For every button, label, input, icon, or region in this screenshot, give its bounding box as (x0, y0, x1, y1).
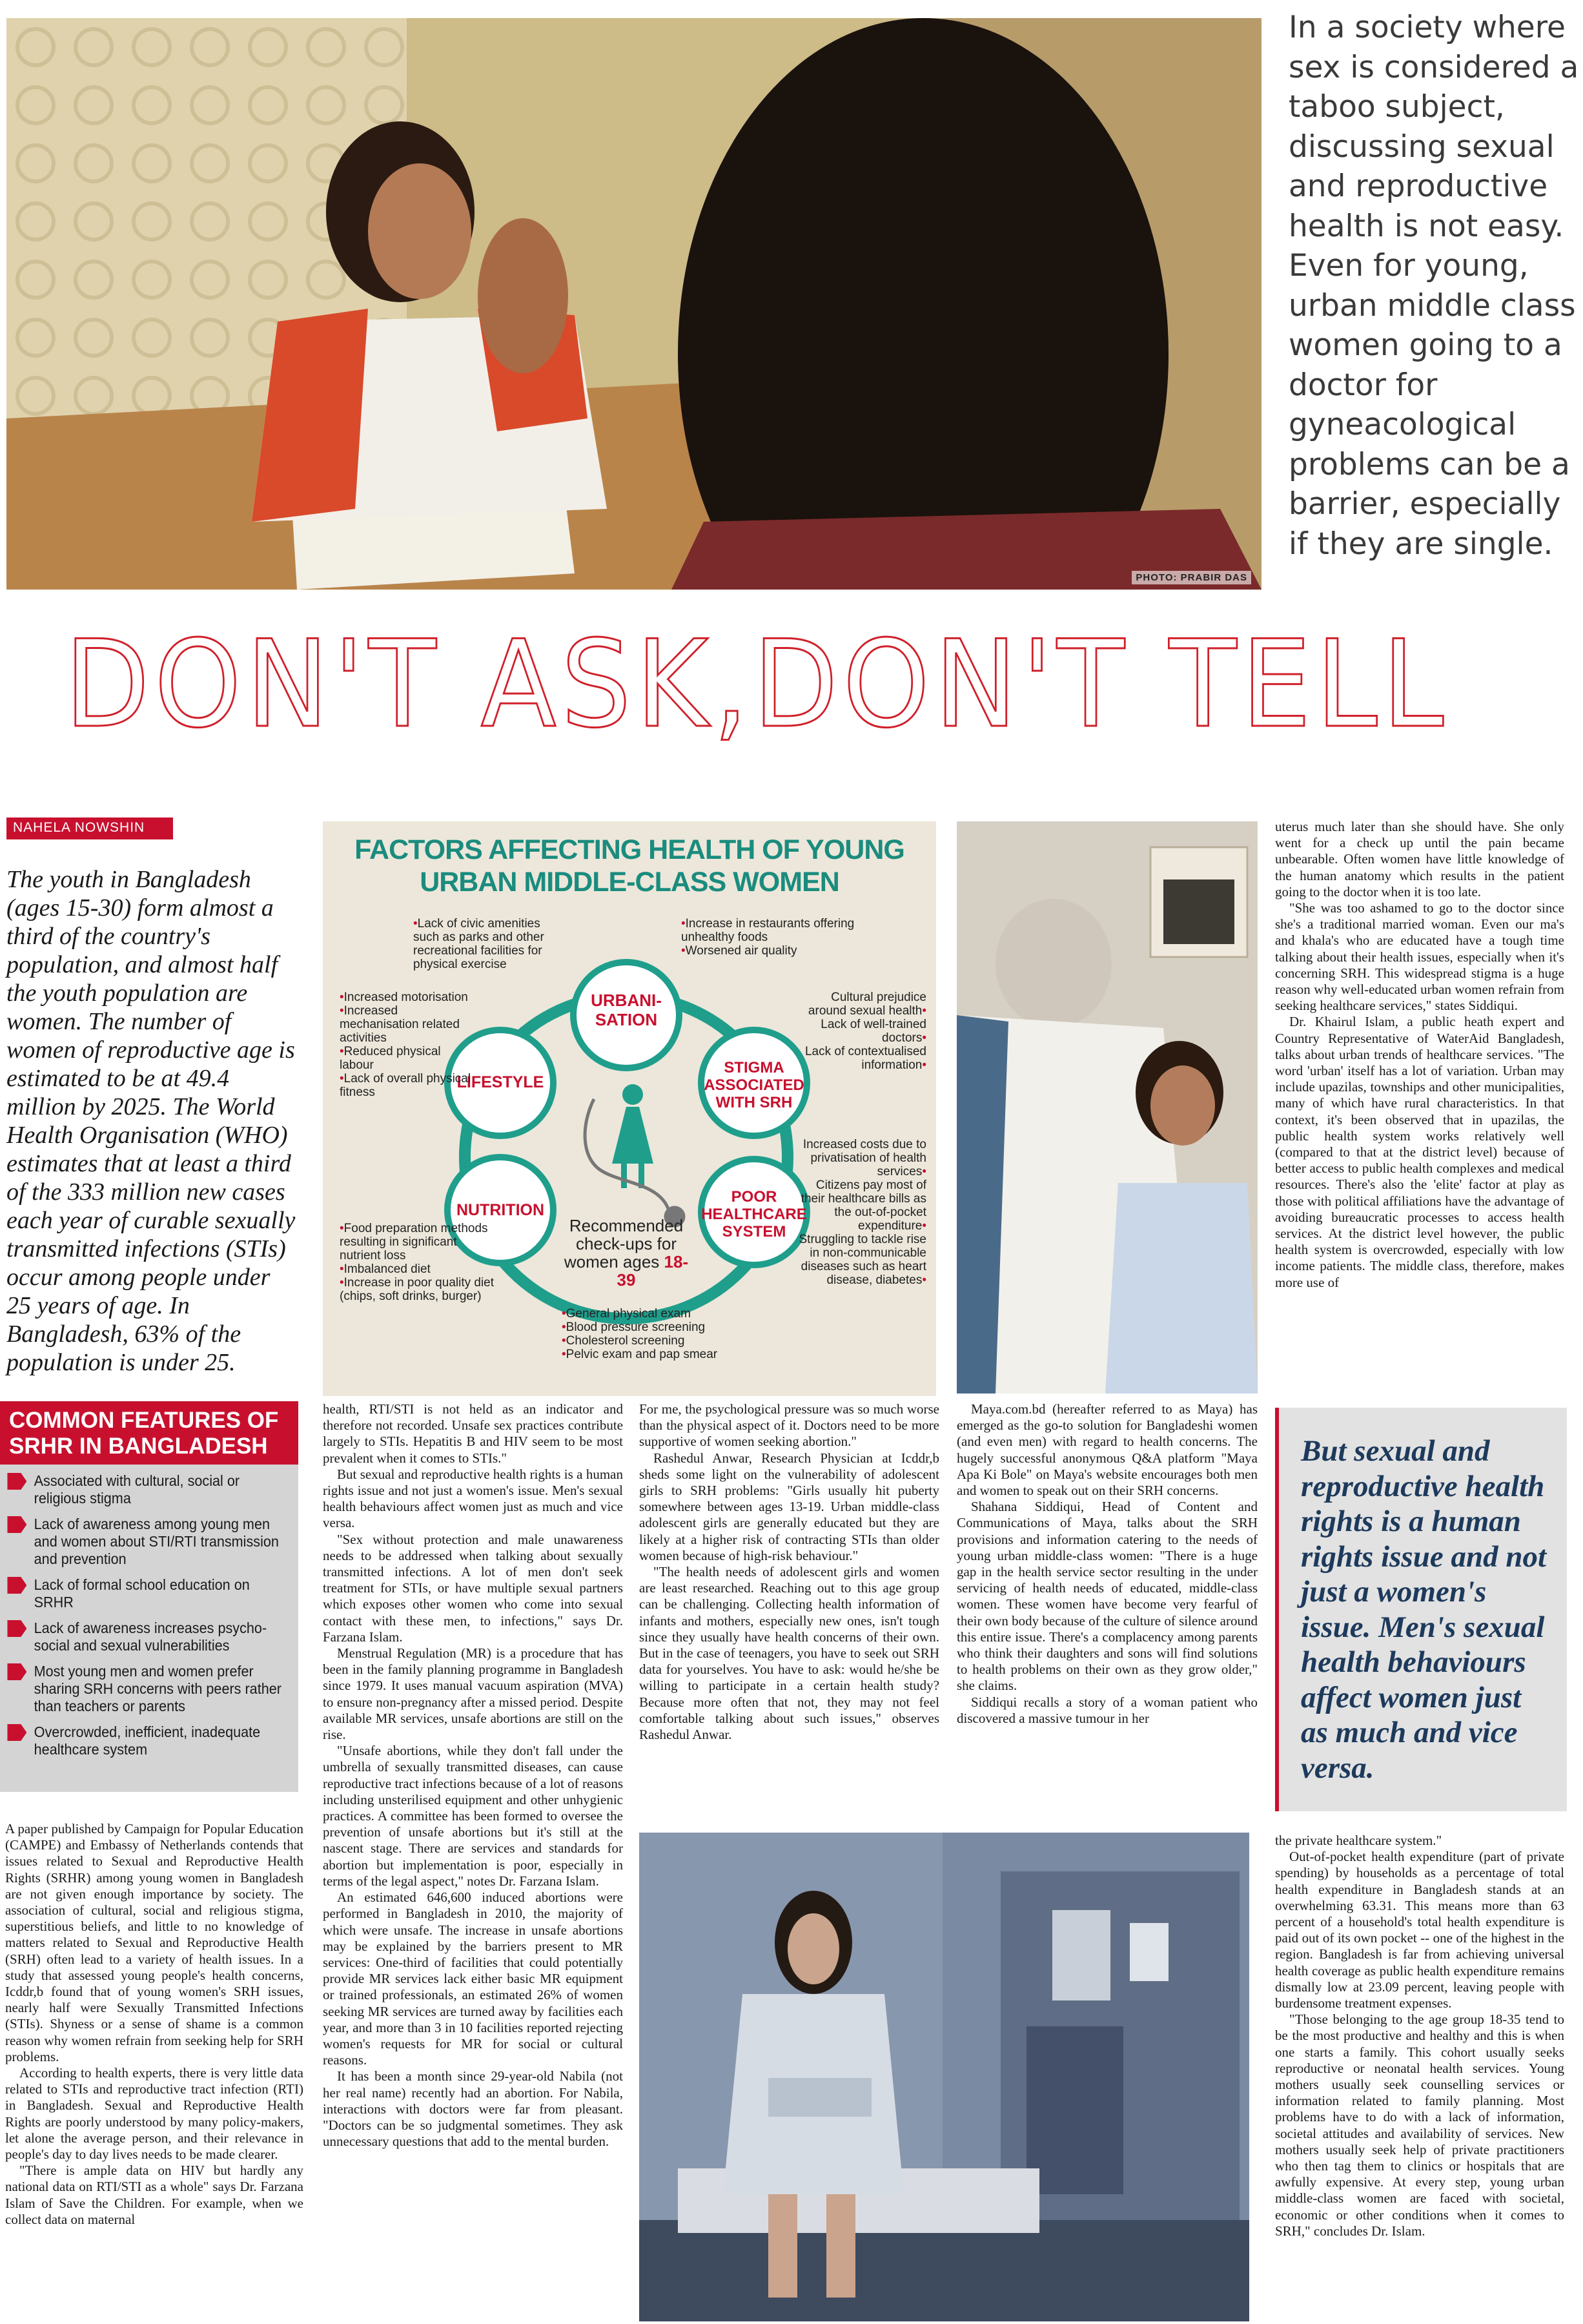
list-item: •Reduced physical labour (340, 1045, 441, 1072)
photo-illustration (6, 18, 1261, 590)
red-bullet-icon (7, 1577, 26, 1594)
paragraph: Menstrual Regulation (MR) is a procedure that has been in the family planning programme in Bangladesh since 1979. It uses manual vacuum aspiration (MVA) to ensure non-pregnancy after a missed period. Despite available MR services, unsafe abortions are still on the rise. (323, 1645, 623, 1743)
list-item: •Increase in restaurants offering unhealthy foods (681, 917, 855, 944)
paragraph: "Unsafe abortions, while they don't fall under the umbrella of sexually transmitted diseases, can cause reproductive tract infections because of a lot of reasons including unsterilised equipment and other unhygienic practices. A committee has been formed to oversee the prevention of unsafe abortions but it's still at the nascent stage. There are services and standards for abortion but implementation is poor, especially in terms of the legal aspect," notes Dr. Farzana Islam. (323, 1743, 623, 1889)
red-bullet-icon (7, 1663, 26, 1680)
paragraph: An estimated 646,600 induced abortions were performed in Bangladesh in 2010, the majority of which were unsafe. The increase in unsafe abortions may be explained by the barriers present to MR services: One-third of facilities that could potentially provide MR services lack either basic MR equipment or trained professionals, an estimated 26% of women seeking MR services are turned away by facilities each year, and more than 3 in 10 facilities reported rejecting women's requests for MR for social or cultural reasons. (323, 1889, 623, 2068)
byline: NAHELA NOWSHIN (13, 820, 145, 835)
list-item: •Lack of overall physical fitness (340, 1072, 471, 1099)
intro-paragraph: The youth in Bangladesh (ages 15-30) form almost a third of the country's population, and almost half the youth population are women. The number of women of reproductive age is estimated to be at 49.4 million by 2025. The World Health Organisation (WHO) estimates that at least a third of the 333 million new cases each year of curable sexually transmitted infections (STIs) occur among people under 25 years of age. In Bangladesh, 63% of the population is under 25. (6, 866, 296, 1376)
urbanisation-label: URBANI- SATION (591, 991, 662, 1029)
patient-in-gown-photo (639, 1833, 1249, 2321)
sidebar-item: Lack of awareness increases psycho-social and sexual vulnerabilities (7, 1620, 285, 1654)
byline-bar (6, 818, 173, 839)
list-item: •General physical exam (562, 1307, 691, 1321)
sidebar-title: COMMON FEATURES OF SRHR IN BANGLADESH (0, 1401, 298, 1465)
column-5-bottom (1275, 1833, 1564, 2321)
pull-quote: But sexual and reproductive health rights is a human rights issue and not just a women's issue. Men's sexual health behaviours affect women just as much and vice versa. (1301, 1434, 1547, 1785)
list-item: Lack of contextualised information• (804, 1045, 926, 1072)
paragraph: "There is ample data on HIV but hardly any national data on RTI/STI as a whole" says Dr. Farzana Islam of Save the Children. For example, when we collect data on maternal (5, 2163, 303, 2227)
column-1 (5, 1821, 303, 2321)
poor-system-list (797, 1138, 926, 1287)
list-item: •Cholesterol screening (562, 1334, 685, 1348)
infographic-title-line1: FACTORS AFFECTING HEALTH OF YOUNG (354, 834, 904, 865)
list-item: •Blood pressure screening (562, 1321, 706, 1334)
red-bullet-icon (7, 1516, 26, 1533)
list-item: •Worsened air quality (681, 944, 797, 958)
photo-illustration (957, 821, 1258, 1393)
urbanisation-left-list (413, 917, 568, 971)
headline: DON'T ASK,DON'T TELL (65, 614, 1449, 754)
srhr-sidebar (0, 1401, 298, 1792)
woman-icon (612, 1084, 653, 1188)
paragraph: uterus much later than she should have. She only went for a check up until the pain became unbearable. Often women have little knowledge of the human anatomy which results in the patient going to the doctor when it is too late. (1275, 819, 1564, 900)
list-item: •Imbalanced diet (340, 1262, 431, 1276)
lifestyle-label: LIFESTYLE (456, 1073, 544, 1091)
paragraph: Siddiqui recalls a story of a woman patient who discovered a massive tumour in her (957, 1694, 1258, 1726)
paragraph: health, RTI/STI is not held as an indicator and therefore not recorded. Unsafe sex practices contribute largely to STIs. Hepatitis B and HIV seem to be most prevalent when it comes to STIs." (323, 1401, 623, 1466)
list-item: •Increased motorisation (340, 991, 468, 1004)
photo-illustration (639, 1833, 1249, 2321)
list-item: •Food preparation methods resulting in significant nutrient loss (340, 1222, 488, 1262)
paragraph: Dr. Khairul Islam, a public heath expert and Country Representative of WaterAid Bangladesh, talks about urban trends of healthcare services. "The word 'urban' itself has a lot of variation. Urban may include upazilas, townships and other municipalities, many of which have rural characteristics. In that context, it's been observed that in upazilas, the public health system works relatively well (compared to that at the district level) because of better access to public health complexes and medical resources. There's also the 'elite' factor at play as those with political affiliations have the advantage of avoiding bureaucratic processes to access health services. At the district level however, the public health system is overcrowded, especially with low income patients. The middle class, therefore, makes more use of (1275, 1014, 1564, 1290)
doctor-consultation-photo (6, 18, 1261, 590)
column-5-top (1275, 819, 1564, 1400)
column-3 (639, 1401, 939, 1821)
sidebar-item: Lack of awareness among young men and women about STI/RTI transmission and prevention (7, 1516, 285, 1568)
sidebar-item: Lack of formal school education on SRHR (7, 1576, 285, 1611)
column-2 (323, 1401, 623, 2321)
stigma-label: STIGMA ASSOCIATED WITH SRH (704, 1059, 804, 1111)
paragraph: "Those belonging to the age group 18-35 tend to be the most productive and healthy and this is when one starts a family. This cohort usually seeks reproductive or neonatal health services. Young mothers usually seek counselling services or information related to family planning. Most problems have to do with a lack of information, societal attitudes and availability of services. New mothers usually seek help of private practitioners who then tag them to clinics or hospitals that are awfully expensive. At every step, young urban middle-class women are faced with societal, economic or other conditions when it comes to SRH," concludes Dr. Islam. (1275, 2011, 1564, 2239)
nutrition-label: NUTRITION (456, 1201, 545, 1219)
sidebar-item: Most young men and women prefer sharing SRH concerns with peers rather than teachers or parents (7, 1663, 285, 1715)
checkups-label: Recommended check-ups for women ages 18-39 (564, 1216, 689, 1290)
paragraph: But sexual and reproductive health rights is a human rights issue and not just a women's issue. Men's sexual health behaviours affect women just as much and vice versa. (323, 1466, 623, 1531)
list-item: Increased costs due to privatisation of health services• (802, 1138, 926, 1178)
paragraph: the private healthcare system." (1275, 1833, 1442, 1848)
list-item: •Pelvic exam and pap smear (562, 1348, 718, 1361)
list-item: Lack of well-trained doctors• (821, 1018, 926, 1045)
list-item: Citizens pay most of their healthcare bills as the out-of-pocket expenditure• (801, 1178, 926, 1233)
photo-credit: PHOTO: PRABIR DAS (1132, 571, 1251, 584)
stigma-list (797, 991, 926, 1072)
list-item: Cultural prejudice around sexual health• (808, 991, 926, 1018)
paragraph: For me, the psychological pressure was so much worse than the physical aspect of it. Doctors need to be more supportive of women seeking abortion." (639, 1401, 939, 1450)
sidebar-item: Associated with cultural, social or religious stigma (7, 1472, 285, 1507)
list-item: Struggling to tackle rise in non-communicable diseases such as heart disease, diabetes• (799, 1233, 926, 1287)
poor-system-label: POOR HEALTHCARE SYSTEM (701, 1188, 807, 1240)
sidebar-list (0, 1465, 291, 1758)
sidebar-item: Overcrowded, inefficient, inadequate healthcare system (7, 1723, 285, 1758)
lifestyle-list (340, 991, 475, 1099)
pull-quote-box (1275, 1408, 1567, 1811)
list-item: •Increased mechanisation related activities (340, 1004, 460, 1045)
red-bullet-icon (7, 1620, 26, 1637)
infographic (323, 821, 936, 1396)
paragraph: Rashedul Anwar, Research Physician at Icddr,b sheds some light on the vulnerability of adolescent girls to SRH problems: "Girls usually hit puberty somewhere between ages 13-19. Urban middle-class adolescent girls are generally educated but they are likely at a higher risk of contracting STIs than older women because of high-risk behaviour." (639, 1450, 939, 1563)
checkups-list (562, 1307, 755, 1361)
column-4 (957, 1401, 1258, 1821)
paragraph: "She was too ashamed to go to the doctor since she's a traditional married woman. Even our ma's and khala's who are educated have a tough time talking about their health issues, especially when it's concerning SRH. This widespread stigma is a huge reason why well-educated urban women refrain from seeking healthcare services," states Siddiqui. (1275, 900, 1564, 1014)
red-bullet-icon (7, 1724, 26, 1741)
paragraph: Maya.com.bd (hereafter referred to as Maya) has emerged as the go-to solution for Bangladeshi women (and even men) with regard to health concerns. The hugely successful anonymous Q&A platform "Maya Apa Ki Bole" on Maya's website encourages both men and women to speak out on their SRH concerns. (957, 1401, 1258, 1499)
list-item: •Lack of civic amenities such as parks and other recreational facilities for physical exercise (413, 917, 544, 971)
paragraph: "Sex without protection and male unawareness needs to be addressed when talking about sexually transmitted infections. A lot of men don't seek treatment for STIs, or have multiple sexual partners which exposes other women who come into sexual contact with these men, to infections," says Dr. Farzana Islam. (323, 1531, 623, 1645)
paragraph: A paper published by Campaign for Popular Education (CAMPE) and Embassy of Netherlands contends that issues related to Sexual and Reproductive Health Rights (SRHR) among young women in Bangladesh are not given enough importance by society. The association of cultural, social and religious stigma, superstitious beliefs, and little to no knowledge of matters related to Sexual and Reproductive Health (SRH) often lead to a variety of health issues. In a study that assessed young people's health concerns, Icddr,b found that of young women's SRH issues, nearly half were Sexually Transmitted Infections (STIs). Shyness or a sense of shame is a common reason why women refrain from seeking help for SRH problems. (5, 1821, 303, 2064)
deck-text: In a society where sex is considered a taboo subject, discussing sexual and reproductive health is not easy. Even for young, urban middle class women going to a doctor for gyneacological problems can be a barrier, especially if they are single. (1289, 10, 1579, 562)
paragraph: It has been a month since 29-year-old Nabila (not her real name) recently had an abortion. For Nabila, interactions with doctors were far from pleasant. "Doctors can be so judgmental sometimes. They ask unnecessary questions that add to the mental burden. (323, 2068, 623, 2150)
paragraph: Shahana Siddiqui, Head of Content and Communications of Maya, talks about the SRH provisions and information catering to the needs of young urban middle-class women: "There is a huge gap in the health service sector resulting in the under servicing of health needs of educated, middle-class women. These women have become very fearful of their own body because of the culture of silence around this entire issue. There's a complacency among parents who think their daughters and sons will find solutions to health problems on their own as they grow older," she claims. (957, 1499, 1258, 1694)
urbanisation-right-list (681, 917, 862, 958)
paragraph: "The health needs of adolescent girls and women are least researched. Reaching out to this age group can be challenging. Collecting health information of infants and mothers, especially new ones, isn't tough since they usually have health concerns of their own. But in the case of teenagers, you have to seek out SRH data for yourselves. You have to ask: would he/she be willing to participate in a certain health study? Because more often that not, they may not feel comfortable talking about such issues," observes Rashedul Anwar. (639, 1564, 939, 1743)
red-bullet-icon (7, 1473, 26, 1490)
paragraph: Out-of-pocket health expenditure (part of private spending) by households as a percentage of total health expenditure in Bangladesh stands at an overwhelming 63.31. This means more than 63 percent of a household's total health expenditure is paid out of its own pocket -- one of the highest in the region. Bangladesh is far from achieving universal health coverage as public health expenditure remains dismally low at 23.09 percent, leaving people with burdensome treatment expenses. (1275, 1849, 1564, 2011)
doctor-patient-photo (957, 821, 1258, 1393)
nutrition-list (340, 1222, 501, 1303)
infographic-title-line2: URBAN MIDDLE-CLASS WOMEN (420, 867, 839, 898)
list-item: •Increase in poor quality diet (chips, soft drinks, burger) (340, 1276, 495, 1303)
paragraph: According to health experts, there is very little data related to STIs and reproductive tract infection (RTI) in Bangladesh. Sexual and Reproductive Health Rights are poorly understood by many policy-makers, let alone the average person, and their relevance in people's day to day lives needs to be made clearer. (5, 2065, 303, 2163)
